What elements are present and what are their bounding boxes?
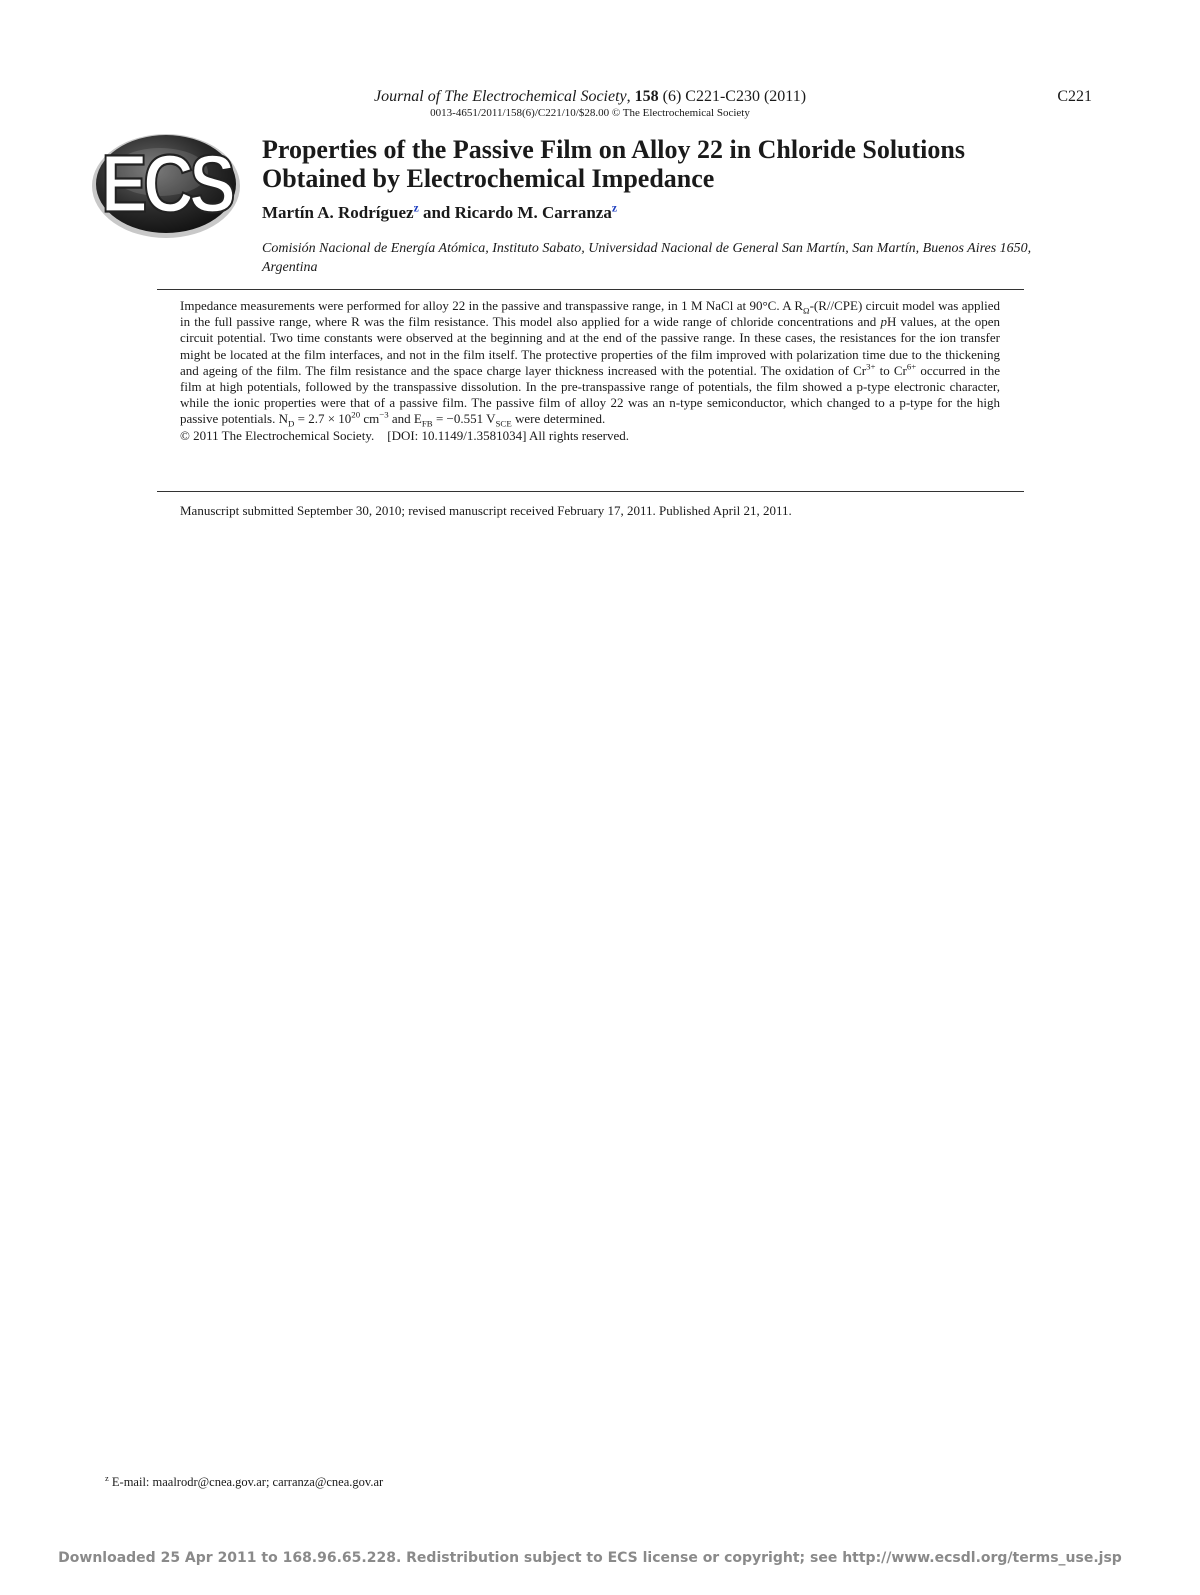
- author-joiner: and: [418, 203, 455, 222]
- page-number: C221: [1057, 88, 1092, 105]
- journal-name: Journal of The Electrochemical Society: [373, 88, 627, 105]
- footnote-email[interactable]: E-mail: maalrodr@cnea.gov.ar; carranza@cnea.gov.ar: [108, 1475, 384, 1489]
- copyright: © 2011 The Electrochemical Society.: [180, 427, 375, 443]
- author-carranza: Ricardo M. Carranza: [454, 203, 612, 222]
- abstract-text: Impedance measurements were performed for alloy 22 in the passive and transpassive range, in 1 M NaCl at 90°C. A R: [180, 298, 803, 313]
- abstract-text: -(R//CPE) circuit model was applied in the full passive range, where R was the film resistance. This model also applied for a wide range of chloride concentrations and: [180, 298, 1000, 330]
- journal-issue-pages: (6) C221-C230 (2011): [662, 88, 807, 105]
- journal-volume: 158: [634, 88, 659, 105]
- author-rodriguez: Martín A. Rodríguez: [262, 203, 414, 222]
- download-notice[interactable]: Downloaded 25 Apr 2011 to 168.96.65.228. Redistribution subject to ECS license or copyright; see http://www.ecsdl.org/terms_use.jsp: [58, 1550, 1122, 1566]
- issn-line: 0013-4651/2011/158(6)/C221/10/$28.00 © The Electrochemical Society: [430, 107, 750, 119]
- abstract-text: occurred in the film at high potentials, followed by the transpassive dissolution. In the pre-transpassive range of potentials, the film showed a p-type electronic character, while the ionic properties were that of a passive film. The passive film of alloy 22 was an n-type semiconductor, which changed to a p-type for the high passive potentials. N: [180, 362, 1001, 427]
- journal-header: Journal of The Electrochemical Society, 158 (6) C221-C230 (2011): [373, 88, 807, 105]
- abstract-text: and E: [388, 411, 422, 427]
- abstract-text: values, at the open circuit potential. Two time constants were observed at the beginning and at the end of the passive range. In these cases, the resistances for the ion transfer might be located at the film interfaces, and not in the film itself. The protective properties of the film improved with polarization time due to the thickening and ageing of the film. The film resistance and the space charge layer thickness increased with the potential. The oxidation of Cr: [180, 314, 1000, 378]
- manuscript-dates: Manuscript submitted September 30, 2010; revised manuscript received February 17, 2011. Published April 21, 2011.: [180, 503, 792, 518]
- logo-letters: ECS: [100, 138, 232, 230]
- doi[interactable]: [DOI: 10.1149/1.3581034] All rights reserved.: [387, 427, 630, 443]
- abstract-text: = 2.7 × 10: [294, 411, 352, 427]
- abstract-text: to Cr: [875, 362, 907, 378]
- abstract-rule-bottom: [157, 491, 1024, 492]
- affiliation: Comisión Nacional de Energía Atómica, Instituto Sabato, Universidad Nacional de General San Martín, San Martín, Buenos Aires 1650, Argentina: [262, 241, 1032, 275]
- abstract-rule-top: [157, 289, 1024, 290]
- footnote-mark: z: [105, 1472, 109, 1483]
- abstract-text: cm: [360, 411, 380, 427]
- footnote: [105, 1472, 384, 1490]
- abstract: Impedance measurements were performed for alloy 22 in the passive and transpassive range, in 1 M NaCl at 90°C. A $R_\Omega-(R//CPE)$ circuit model was applied in the full passive range, where R was the film resistance. This model also applied for a wide range of chloride concentrations and pH values, at the open circuit potential. Two time constants were observed at the beginning and at the end of the passive range. In these cases, the resistances for the ion transfer might be located at the film interfaces, and not in the film itself. The protective properties of the film improved with polarization time due to the thickening and ageing of the film. The film resistance and the space charge layer thickness increased with the potential. The oxidation of $Cr^{3+}$ to $Cr^{6+}$ occurred in the film at high potentials, followed by the transpassive dissolution. In the pre-transpassive range of potentials, the film showed a p-type electronic character, while the ionic properties were that of a passive film. The passive film of alloy 22 was an n-type semiconductor, which changed to a p-type for the high passive potentials. $N_D = 2.7 \times 10^{20}$ $cm^{-3}$ and $E_{FB} = -0.551$ $V_{SCE}$ were determined. © 2011 The Electrochemical Society. [DOI: 10.1149/1.3581034] All rights reserved.: [180, 298, 1001, 443]
- author-email-mark[interactable]: z: [413, 201, 419, 215]
- abstract-text: = −0.551 V: [432, 411, 496, 427]
- author-list: [262, 203, 617, 223]
- author-email-mark[interactable]: z: [611, 201, 617, 215]
- abstract-text: were determined.: [511, 411, 606, 427]
- ecs-logo: [90, 128, 242, 240]
- article-title: Properties of the Passive Film on Alloy 22 in Chloride Solutions Obtained by Electrochemical Impedance: [262, 135, 965, 193]
